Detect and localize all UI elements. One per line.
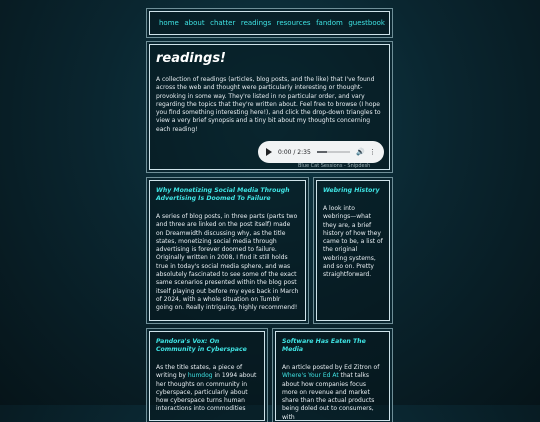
audio-player[interactable] xyxy=(258,141,384,163)
author-link[interactable]: humdog xyxy=(187,372,213,380)
top-nav xyxy=(149,11,390,35)
reading-text-part: As the title states, a piece of writing by xyxy=(156,364,243,380)
reading-title[interactable]: Webring History xyxy=(323,187,380,194)
reading-text-part: that talks about how companies focus more on revenue and market share than the actual products being doled out to consumers, with xyxy=(282,372,375,421)
reading-text xyxy=(282,364,383,422)
intro-panel xyxy=(149,44,390,170)
nav-chatter[interactable]: chatter xyxy=(210,19,236,27)
reading-title[interactable]: Software Has Eaten The Media xyxy=(282,338,366,353)
reading-card-monetizing xyxy=(149,180,306,321)
nav-guestbook[interactable]: guestbook xyxy=(348,19,385,27)
reading-card-pandoras-vox xyxy=(149,331,265,421)
play-icon[interactable] xyxy=(266,148,272,156)
reading-text-part: An article posted by Ed Zitron of xyxy=(282,364,380,371)
reading-text: A series of blog posts, in three parts (parts two and three are linked on the post itself) made on Dreamwidth discussing why, as the title states, monetizing social media through advertising is forever doomed to failure. Originally written in 2008, I find it still holds true in today's social media sphere, and was absolutely fascinated to see some of the exact same scenarios presented within the blog post itself playing out before my eyes back in March of 2024, with a whole situation on Tumblr going on. Really intriguing, highly recommend! xyxy=(156,213,299,312)
reading-text: A look into webrings—what they are, a brief history of how they came to be, a list of the original webring systems, and so on. Pretty straightforward. xyxy=(323,205,383,279)
nav-fandom[interactable]: fandom xyxy=(316,19,343,27)
volume-icon[interactable]: 🔊 xyxy=(356,148,365,156)
reading-card-software-media xyxy=(275,331,390,421)
nav-home[interactable]: home xyxy=(159,19,179,27)
intro-text: A collection of readings (articles, blog posts, and the like) that I've found across the web and thought were particularly interesting or thought-provoking in some way. They're listed in no particular order, and vary regarding the topics that they're written about. Feel free to browse (I hope you find something interesting here!), and click the drop-down triangles to view a very brief synopsis and a tiny bit about my thoughts concerning each reading! xyxy=(156,76,381,133)
reading-text-part: in 1994 about her thoughts on community in cyberspace, particularly about how cyberspace turns human interactions into commodities xyxy=(156,372,257,413)
audio-time: 0:00 / 2:35 xyxy=(278,148,311,156)
nav-links xyxy=(150,12,389,34)
nav-readings[interactable]: readings xyxy=(240,19,272,27)
source-link[interactable]: Where's Your Ed At xyxy=(282,372,339,380)
audio-credit: Blue Cat Sessions - Snipdesh xyxy=(298,163,371,169)
audio-progress-bar[interactable] xyxy=(317,151,350,153)
reading-title[interactable]: Why Monetizing Social Media Through Advertising Is Doomed To Failure xyxy=(156,187,290,202)
nav-about[interactable]: about xyxy=(184,19,205,27)
nav-resources[interactable]: resources xyxy=(276,19,311,27)
page-title: readings! xyxy=(156,51,226,66)
reading-text xyxy=(156,364,258,414)
reading-card-webring xyxy=(316,180,390,321)
more-options-icon[interactable]: ⋮ xyxy=(369,148,376,156)
reading-title[interactable]: Pandora's Vox: On Community in Cyberspace xyxy=(156,338,247,353)
